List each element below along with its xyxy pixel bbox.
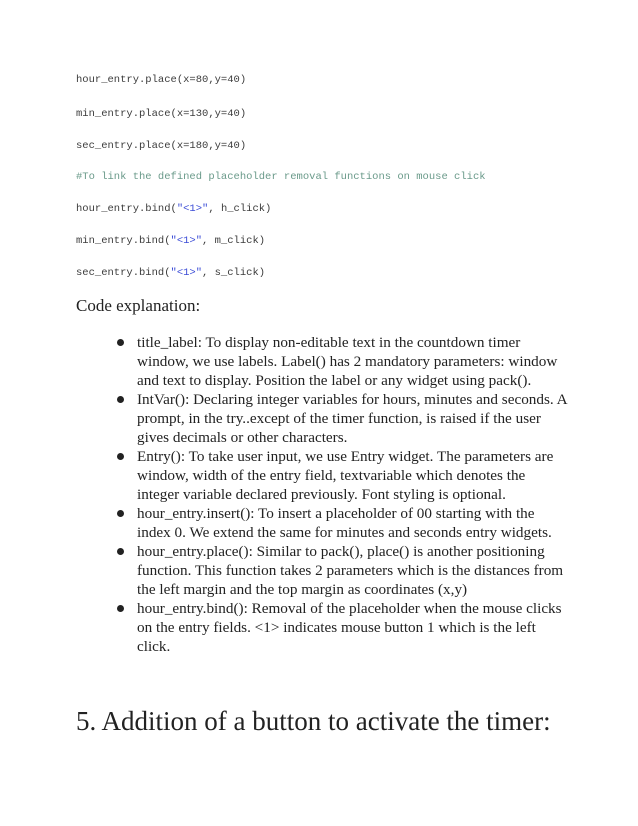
list-item-text: hour_entry.bind(): Removal of the placeholder when the mouse clicks on the entry fields. <1> indicates mouse button 1 which is the left click.: [137, 600, 562, 655]
code-text: hour_entry.bind(: [76, 203, 177, 215]
code-line-min-place: min_entry.place(x=130,y=40): [76, 108, 247, 120]
list-item: [115, 447, 570, 504]
code-explanation-label: Code explanation:: [76, 296, 201, 315]
list-item-text: title_label: To display non-editable text in the countdown timer window, we use labels. Label() has 2 mandatory parameters: window and text to display. Position the label or any widget using pack().: [137, 334, 558, 389]
bullet-icon: [117, 453, 124, 460]
bullet-icon: [117, 510, 124, 517]
code-line-min-bind: [76, 234, 265, 248]
list-item-text: hour_entry.insert(): To insert a placeholder of 00 starting with the index 0. We extend the same for minutes and seconds entry widgets.: [137, 505, 552, 541]
code-string: "<1>": [176, 203, 209, 215]
list-item-text: Entry(): To take user input, we use Entry widget. The parameters are window, width of the entry field, textvariable which denotes the integer variable declared previously. Font styling is optional.: [137, 448, 554, 503]
code-string: "<1>": [170, 235, 203, 247]
code-text: , m_click): [202, 235, 266, 247]
code-line-hour-place: hour_entry.place(x=80,y=40): [76, 74, 247, 86]
code-comment: #To link the defined placeholder removal functions on mouse click: [76, 171, 486, 183]
list-item: [115, 542, 570, 599]
code-text: min_entry.bind(: [76, 235, 171, 247]
list-item: [115, 504, 570, 542]
code-line-hour-bind: [76, 202, 271, 216]
list-item: [115, 333, 570, 390]
code-text: , s_click): [202, 267, 266, 279]
code-text: sec_entry.bind(: [76, 267, 171, 279]
bullet-icon: [117, 339, 124, 346]
bullet-icon: [117, 396, 124, 403]
explanation-list: [115, 333, 570, 656]
code-line-sec-place: sec_entry.place(x=180,y=40): [76, 140, 247, 152]
code-string: "<1>": [170, 267, 203, 279]
bullet-icon: [117, 548, 124, 555]
section-heading: 5. Addition of a button to activate the timer:: [76, 706, 551, 736]
list-item-text: hour_entry.place(): Similar to pack(), place() is another positioning function. This function takes 2 parameters which is the distances from the left margin and the top margin as coordinates (x,y): [137, 543, 564, 598]
bullet-icon: [117, 605, 124, 612]
code-line-sec-bind: [76, 266, 265, 280]
list-item: [115, 390, 570, 447]
list-item: [115, 599, 570, 656]
list-item-text: IntVar(): Declaring integer variables for hours, minutes and seconds. A prompt, in the try..except of the timer function, is raised if the user gives decimals or other characters.: [137, 391, 567, 446]
code-text: , h_click): [208, 203, 272, 215]
